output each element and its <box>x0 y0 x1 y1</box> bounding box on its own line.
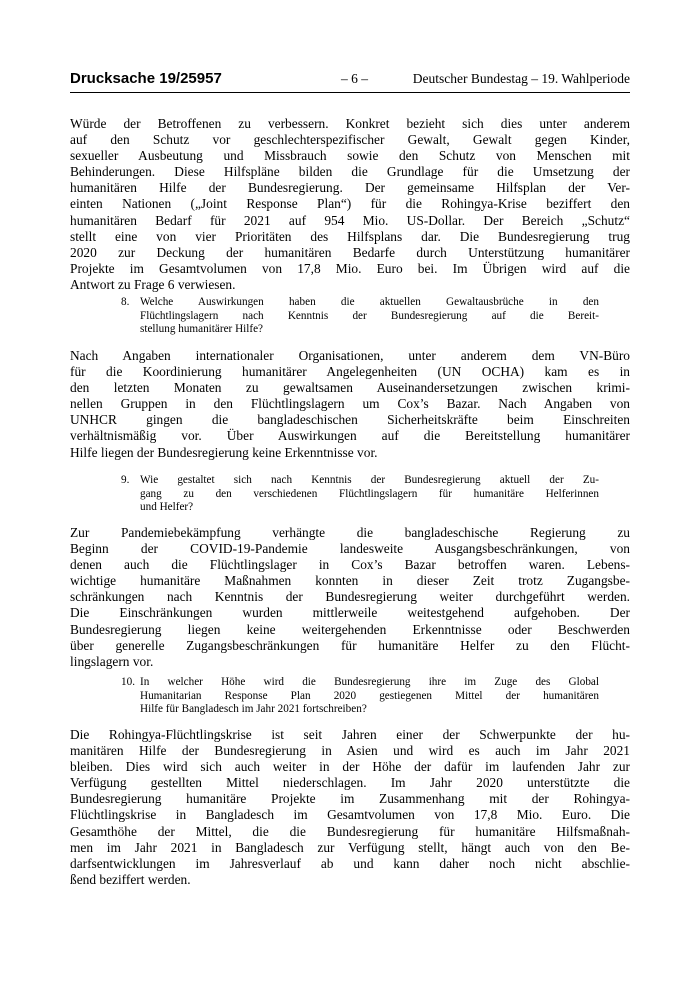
text-line: Humanitarian Response Plan 2020 gestiegenen Mittel der humanitären <box>140 689 599 702</box>
text-line: Beginn der COVID-19-Pandemie landesweite Ausgangsbeschränkungen, von <box>70 541 630 557</box>
document-number <box>70 70 222 87</box>
text-line: Die Rohingya-Flüchtlingskrise ist seit Jahren einer der Schwerpunkte der hu- <box>70 727 630 742</box>
text-line: bleiben. Dies wird sich auch weiter in der Höhe der dafür im laufenden Jahr zur <box>70 759 630 775</box>
question-item <box>121 474 599 515</box>
answer-paragraph <box>70 525 630 670</box>
text-line: ßend beziffert werden. <box>70 871 191 887</box>
text-line: Bundesregierung humanitäre Projekte im Zusammenhang mit der Rohingya- <box>70 791 630 807</box>
question-number: 10. <box>121 676 135 688</box>
text-line: men im Jahr 2021 in Bangladesch zur Verfügung stellt, hängt auch von den Be- <box>70 839 630 855</box>
text-line: Welche Auswirkungen haben die aktuellen Gewaltausbrüche in den <box>140 296 599 308</box>
text-line: stellt eine von vier Prioritäten des Hilfsplans dar. Die Bundesregierung trug <box>70 228 630 244</box>
text-line: verhältnismäßig vor. Über Auswirkungen auf die Bereitstellung humanitärer <box>70 428 630 444</box>
text-line: Antwort zu Frage 6 verwiesen. <box>70 276 236 292</box>
text-line: Hilfe liegen der Bundesregierung keine Erkenntnisse vor. <box>70 444 378 460</box>
text-line: Gesamthöhe der Mittel, die die Bundesregierung für humanitäre Hilfsmaßnah- <box>70 823 630 839</box>
text-line: über generelle Zugangsbeschränkungen für humanitäre Helfer zu den Flücht- <box>70 637 630 653</box>
publisher-line: Deutscher Bundestag – 19. Wahlperiode <box>412 71 630 86</box>
page-number: – 6 – <box>341 71 368 86</box>
question-text <box>140 676 599 717</box>
text-line: Bundesregierung liegen keine weitergehenden Erkenntnisse oder Beschwerden <box>70 621 630 637</box>
text-line: Wie gestaltet sich nach Kenntnis der Bundesregierung aktuell der Zu- <box>140 474 599 486</box>
question-item <box>121 296 599 337</box>
text-line: manitären Hilfe der Bundesregierung in Asien und wird es auch im Jahr 2021 <box>70 743 630 759</box>
text-line: Flüchtlingslagern nach Kenntnis der Bundesregierung auf die Bereit- <box>140 309 599 322</box>
document-number-value: 19/25957 <box>159 70 222 87</box>
text-line: Zur Pandemiebekämpfung verhängte die bangladeschische Regierung zu <box>70 525 630 540</box>
text-line: gang zu den verschiedenen Flüchtlingslagern für humanitäre Helferinnen <box>140 487 599 500</box>
text-line: Nach Angaben internationaler Organisationen, unter anderem dem VN-Büro <box>70 348 630 363</box>
question-text <box>140 296 599 337</box>
page-header <box>70 70 630 90</box>
text-line: auf den Schutz vor geschlechterspezifischer Gewalt, Gewalt gegen Kinder, <box>70 132 630 148</box>
answer-paragraph <box>70 727 630 888</box>
text-line: Verfügung gestellten Mittel niederschlagen. Im Jahr 2020 unterstützte die <box>70 775 630 791</box>
text-line: sexueller Ausbeutung und Missbrauch sowie den Schutz von Menschen mit <box>70 148 630 164</box>
text-line: Behinderungen. Diese Hilfspläne bilden die Grundlage für die Umsetzung der <box>70 164 630 180</box>
text-line: lingslagern vor. <box>70 653 154 669</box>
text-line: einten Nationen („Joint Response Plan“) für die Rohingya-Krise beziffert den <box>70 196 630 212</box>
text-line: Flüchtlingskrise in Bangladesch im Gesamtvolumen von 17,8 Mio. Euro. Die <box>70 807 630 823</box>
text-line: 2020 zur Deckung der humanitären Bedarfe durch Unterstützung humanitärer <box>70 244 630 260</box>
text-line: denen auch die Flüchtlingslager in Cox’s Bazar betroffen waren. Lebens- <box>70 557 630 573</box>
text-line: und Helfer? <box>140 501 194 514</box>
text-line: Die Einschränkungen wurden mittlerweile weitestgehend aufgehoben. Der <box>70 605 630 621</box>
text-line: humanitären Bedarf für 2021 auf 954 Mio. US-Dollar. Der Bereich „Schutz“ <box>70 212 630 228</box>
text-line: für die Koordinierung humanitärer Angelegenheiten (UN OCHA) kam es in <box>70 364 630 380</box>
question-number: 9. <box>121 474 130 486</box>
text-line: In welcher Höhe wird die Bundesregierung ihre im Zuge des Global <box>140 676 599 688</box>
answer-paragraph <box>70 116 630 293</box>
question-text <box>140 474 599 515</box>
text-line: humanitären Hilfe der Bundesregierung. Der gemeinsame Hilfsplan der Ver- <box>70 180 630 196</box>
document-label: Drucksache <box>70 70 156 87</box>
answer-paragraph <box>70 348 630 461</box>
text-line: wichtige humanitäre Maßnahmen konnten in dieser Zeit trotz Zugangsbe- <box>70 573 630 589</box>
question-number: 8. <box>121 296 130 308</box>
text-line: Projekte im Gesamtvolumen von 17,8 Mio. Euro bei. Im Übrigen wird auf die <box>70 260 630 276</box>
text-line: den letzten Monaten zu gewaltsamen Auseinandersetzungen zwischen krimi- <box>70 380 630 396</box>
text-line: Hilfe für Bangladesch im Jahr 2021 fortschreiben? <box>140 703 367 716</box>
header-rule <box>70 92 630 93</box>
text-line: nellen Gruppen in den Flüchtlingslagern um Cox’s Bazar. Nach Angaben von <box>70 396 630 412</box>
text-line: UNHCR gingen die bangladeschischen Sicherheitskräfte beim Einschreiten <box>70 412 630 428</box>
text-line: darfsentwicklungen im Jahresverlauf ab und kann daher noch nicht abschlie- <box>70 855 630 871</box>
text-line: Würde der Betroffenen zu verbessern. Konkret bezieht sich dies unter anderem <box>70 116 630 131</box>
text-line: stellung humanitärer Hilfe? <box>140 323 264 336</box>
text-line: schränkungen nach Kenntnis der Bundesregierung weiter durchgeführt werden. <box>70 589 630 605</box>
question-item <box>121 676 599 717</box>
